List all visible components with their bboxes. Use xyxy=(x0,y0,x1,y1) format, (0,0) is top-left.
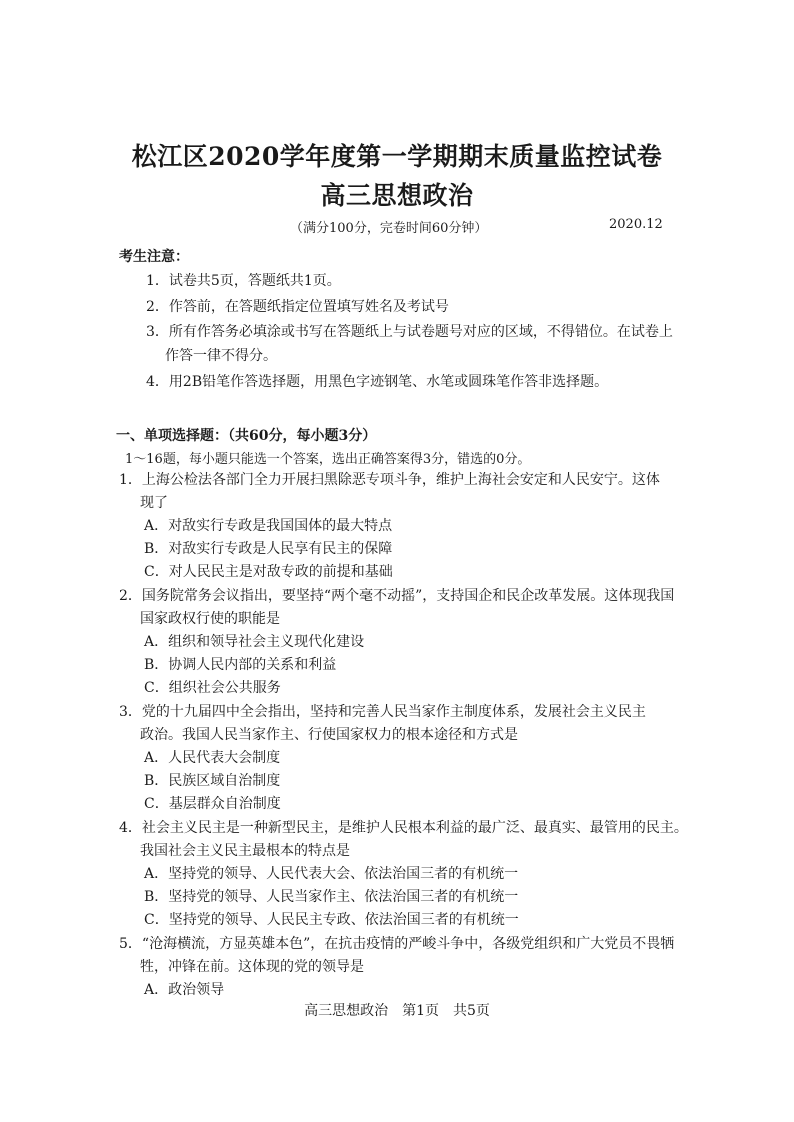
notice-item: 3．所有作答务必填涂或书写在答题纸上与试卷题号对应的区域，不得错位。在试卷上 xyxy=(146,324,673,340)
question-stem: 现了 xyxy=(140,495,168,511)
question-option: A．坚持党的领导、人民代表大会、依法治国三者的有机统一 xyxy=(144,866,519,882)
question-stem: 1．上海公检法各部门全力开展扫黑除恶专项斗争，维护上海社会安定和人民安宁。这体 xyxy=(119,472,660,488)
question-stem: 政治。我国人民当家作主、行使国家权力的根本途径和方式是 xyxy=(140,727,518,743)
notice-item: 1．试卷共5页，答题纸共1页。 xyxy=(146,273,341,289)
notice-item: 2．作答前，在答题纸指定位置填写姓名及考试号 xyxy=(146,299,449,315)
exam-info: （满分100分，完卷时间60分钟） xyxy=(290,221,488,236)
question-option: C．基层群众自治制度 xyxy=(144,796,281,812)
question-stem: 3．党的十九届四中全会指出，坚持和完善人民当家作主制度体系，发展社会主义民主 xyxy=(119,704,646,720)
section-instruction: 1～16题，每小题只能选一个答案，选出正确答案得3分，错选的0分。 xyxy=(125,452,531,467)
question-stem: 牲，冲锋在前。这体现的党的领导是 xyxy=(140,959,364,975)
question-stem: 我国社会主义民主最根本的特点是 xyxy=(140,843,350,859)
exam-title: 松江区2020学年度第一学期期末质量监控试卷 xyxy=(131,142,663,171)
question-option: C．组织社会公共服务 xyxy=(144,680,281,696)
question-option: A．组织和领导社会主义现代化建设 xyxy=(144,634,365,650)
question-option: C．坚持党的领导、人民民主专政、依法治国三者的有机统一 xyxy=(144,912,519,928)
notice-title: 考生注意： xyxy=(119,249,189,265)
question-option: B．民族区域自治制度 xyxy=(144,773,281,789)
notice-item: 4．用2B铅笔作答选择题，用黑色字迹钢笔、水笔或圆珠笔作答非选择题。 xyxy=(146,374,609,390)
question-stem: 国家政权行使的职能是 xyxy=(140,611,280,627)
question-option: B．坚持党的领导、人民当家作主、依法治国三者的有机统一 xyxy=(144,889,519,905)
exam-date: 2020.12 xyxy=(609,217,663,232)
question-option: A．对敌实行专政是我国国体的最大特点 xyxy=(144,518,393,534)
question-option: B．协调人民内部的关系和利益 xyxy=(144,657,337,673)
question-option: C．对人民民主是对敌专政的前提和基础 xyxy=(144,564,393,580)
notice-item: 作答一律不得分。 xyxy=(165,348,277,364)
question-option: A．政治领导 xyxy=(144,982,225,998)
page-footer: 高三思想政治 第1页 共5页 xyxy=(304,1003,490,1019)
question-option: A．人民代表大会制度 xyxy=(144,750,281,766)
exam-subject: 高三思想政治 xyxy=(320,181,474,210)
section-title: 一、单项选择题：（共60分，每小题3分） xyxy=(116,428,377,444)
question-stem: 5．“沧海横流，方显英雄本色”，在抗击疫情的严峻斗争中，各级党组织和广大党员不畏牺 xyxy=(119,936,675,952)
question-stem: 4．社会主义民主是一种新型民主，是维护人民根本利益的最广泛、最真实、最管用的民主。 xyxy=(119,820,688,836)
question-option: B．对敌实行专政是人民享有民主的保障 xyxy=(144,541,393,557)
question-stem: 2．国务院常务会议指出，要坚持“两个毫不动摇”，支持国企和民企改革发展。这体现我国 xyxy=(119,588,675,604)
